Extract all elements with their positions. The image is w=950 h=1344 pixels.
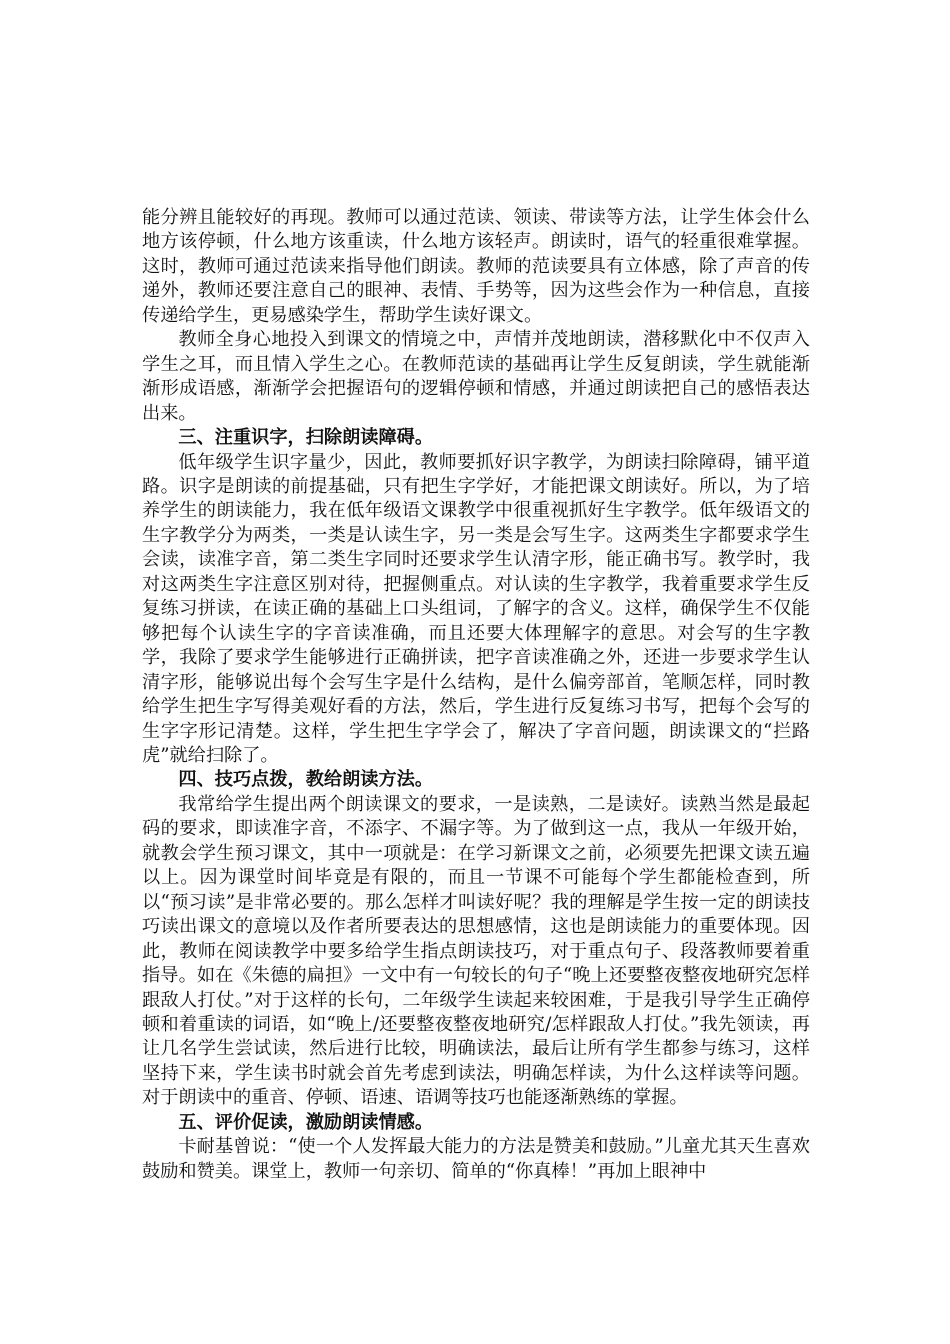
- paragraph: 教师全身心地投入到课文的情境之中，声情并茂地朗读，潜移默化中不仅声入学生之耳，而且情入学生之心。在教师范读的基础再让学生反复朗读，学生就能渐渐形成语感，渐渐学会把握语句的逻辑停顿和情感，并通过朗读把自己的感悟表达出来。: [142, 329, 810, 424]
- paragraph-continued: 能分辨且能较好的再现。教师可以通过范读、领读、带读等方法，让学生体会什么地方该停顿，什么地方该重读，什么地方该轻声。朗读时，语气的轻重很难掌握。这时，教师可通过范读来指导他们朗读。教师的范读要具有立体感，除了声音的传递外，教师还要注意自己的眼神、表情、手势等，因为这些会作为一种信息，直接传递给学生，更易感染学生，帮助学生读好课文。: [142, 207, 810, 326]
- section-heading-3: 三、注重识字，扫除朗读障碍。: [178, 427, 434, 449]
- section-heading-5: 五、评价促读，激励朗读情感。: [178, 1111, 434, 1133]
- paragraph: 卡耐基曾说：“使一个人发挥最大能力的方法是赞美和鼓励。”儿童尤其天生喜欢鼓励和赞美。课堂上，教师一句亲切、简单的“你真棒！”再加上眼神中: [142, 1136, 810, 1182]
- document-body: [142, 206, 810, 1184]
- section-heading-4: 四、技巧点拨，教给朗读方法。: [178, 769, 434, 791]
- paragraph: 低年级学生识字量少，因此，教师要抓好识字教学，为朗读扫除障碍，铺平道路。识字是朗读的前提基础，只有把生字学好，才能把课文朗读好。所以，为了培养学生的朗读能力，我在低年级语文课教学中很重视抓好生字教学。低年级语文的生字教学分为两类，一类是认读生字，另一类是会写生字。这两类生字都要求学生会读，读准字音，第二类生字同时还要求学生认清字形，能正确书写。教学时，我对这两类生字注意区别对待，把握侧重点。对认读的生字教学，我着重要求学生反复练习拼读，在读正确的基础上口头组词，了解字的含义。这样，确保学生不仅能够把每个认读生字的字音读准确，而且还要大体理解字的意思。对会写的生字教学，我除了要求学生能够进行正确拼读，把字音读准确之外，还进一步要求学生认清字形，能够说出每个会写生字是什么结构，是什么偏旁部首，笔顺怎样，同时教给学生把生字写得美观好看的方法，然后，学生进行反复练习书写，把每个会写的生字字形记清楚。这样，学生把生字学会了，解决了字音问题，朗读课文的“拦路虎”就给扫除了。: [142, 451, 810, 766]
- paragraph: 我常给学生提出两个朗读课文的要求，一是读熟，二是读好。读熟当然是最起码的要求，即读准字音，不添字、不漏字等。为了做到这一点，我从一年级开始，就教会学生预习课文，其中一项就是：在学习新课文之前，必须要先把课文读五遍以上。因为课堂时间毕竟是有限的，而且一节课不可能每个学生都能检查到，所以“预习读”是非常必要的。那么怎样才叫读好呢？我的理解是学生按一定的朗读技巧读出课文的意境以及作者所要表达的思想感情，这也是朗读能力的重要体现。因此，教师在阅读教学中要多给学生指点朗读技巧，对于重点句子、段落教师要着重指导。如在《朱德的扁担》一文中有一句较长的句子“晚上还要整夜整夜地研究怎样跟敌人打仗。”对于这样的长句，二年级学生读起来较困难，于是我引导学生正确停顿和着重读的词语，如“晚上/还要整夜整夜地研究/怎样跟敌人打仗。”我先领读，再让几名学生尝试读，然后进行比较，明确读法，最后让所有学生都参与练习，这样坚持下来，学生读书时就会首先考虑到读法，明确怎样读，为什么这样读等问题。对于朗读中的重音、停顿、语速、语调等技巧也能逐渐熟练的掌握。: [142, 793, 810, 1109]
